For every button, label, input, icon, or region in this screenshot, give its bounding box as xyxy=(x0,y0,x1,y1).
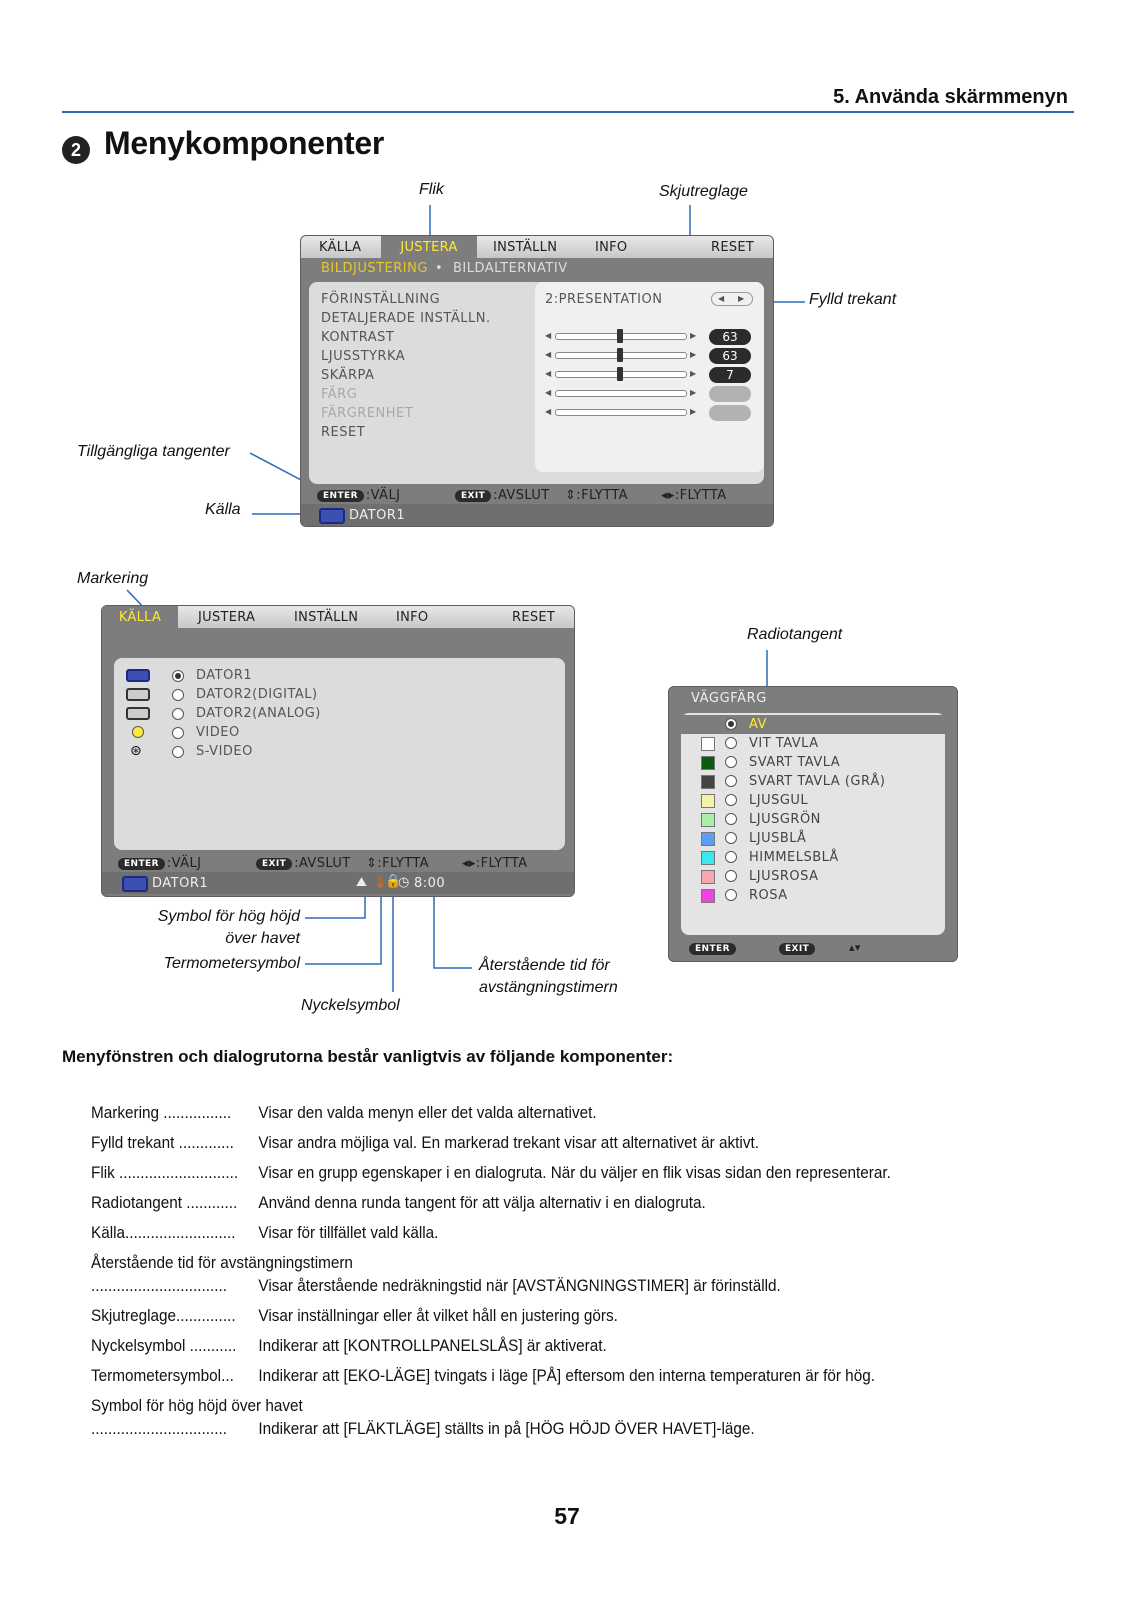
video-jack-icon xyxy=(132,726,144,738)
source-name: DATOR1 xyxy=(349,508,406,523)
definition-description: Indikerar att [EKO-LÄGE] tvingats i läge [PÅ] eftersom den interna temperaturen är för hög. xyxy=(258,1366,875,1385)
computer-source-icon xyxy=(122,876,148,892)
menu-item-forinstallning[interactable]: FÖRINSTÄLLNING xyxy=(321,292,441,307)
wall-color-label: ROSA xyxy=(749,888,788,903)
wall-color-label: SVART TAVLA xyxy=(749,755,841,770)
key-flytta-horizontal: ◂▸:FLYTTA xyxy=(462,856,528,871)
tab-info[interactable]: INFO xyxy=(396,610,429,625)
slider-value: 63 xyxy=(709,348,751,364)
color-swatch xyxy=(701,737,715,751)
computer-icon xyxy=(126,669,150,682)
definition-description: Indikerar att [KONTROLLPANELSLÅS] är aktiverat. xyxy=(258,1336,607,1355)
wall-color-list xyxy=(681,713,945,935)
value-panel xyxy=(535,282,764,472)
tab-reset[interactable]: RESET xyxy=(512,610,556,625)
slider-knob[interactable] xyxy=(617,348,623,362)
wall-color-option[interactable] xyxy=(681,810,945,829)
definition-term: Nyckelsymbol ........... xyxy=(91,1336,237,1355)
slider-value: 7 xyxy=(709,367,751,383)
available-keys xyxy=(669,939,957,959)
wall-color-label: VIT TAVLA xyxy=(749,736,819,751)
menu-item-skarpa[interactable]: SKÄRPA xyxy=(321,368,375,383)
definition-term: Termometersymbol... xyxy=(91,1366,234,1385)
definition-term: Skjutreglage.............. xyxy=(91,1306,236,1325)
subtab-bildjustering[interactable]: BILDJUSTERING xyxy=(321,261,428,276)
slider-left-triangle-icon[interactable]: ◀ xyxy=(545,350,552,359)
radio-button[interactable] xyxy=(725,870,737,882)
callout-termometersymbol: Termometersymbol xyxy=(163,955,300,972)
callout-tillgangliga-tangenter: Tillgängliga tangenter xyxy=(77,443,230,460)
wall-color-label: HIMMELSBLÅ xyxy=(749,850,839,865)
key-lock-icon: 🔒 xyxy=(385,874,402,889)
definition-term: Fylld trekant ............. xyxy=(91,1133,234,1152)
definition-description: Visar andra möjliga val. En markerad trekant visar att alternativet är aktivt. xyxy=(258,1133,759,1152)
menu-item-reset[interactable]: RESET xyxy=(321,425,366,440)
enter-key-icon: ENTER xyxy=(317,490,364,502)
definition-description: Visar inställningar eller åt vilket håll en justering görs. xyxy=(258,1306,618,1325)
key-flytta-vertical: ⇕:FLYTTA xyxy=(366,856,429,871)
wall-color-option[interactable] xyxy=(681,753,945,772)
color-swatch xyxy=(701,870,715,884)
definition-description: Visar den valda menyn eller det valda alternativet. xyxy=(258,1103,597,1122)
page-number: 57 xyxy=(554,1503,580,1529)
callout-hog-hojd-line2: över havet xyxy=(225,930,300,947)
exit-key-icon: EXIT xyxy=(455,490,491,502)
radio-button[interactable] xyxy=(725,756,737,768)
radio-button[interactable] xyxy=(725,775,737,787)
menu-body xyxy=(309,282,764,484)
wall-color-option[interactable] xyxy=(681,886,945,905)
preset-arrows[interactable] xyxy=(711,292,753,306)
tab-info[interactable]: INFO xyxy=(595,240,628,255)
menu-item-fargrenhet: FÄRGRENHET xyxy=(321,406,414,421)
menu-item-farg: FÄRG xyxy=(321,387,358,402)
dialog-title: VÄGGFÄRG xyxy=(691,691,767,706)
enter-key-icon: ENTER xyxy=(689,943,736,955)
off-timer-remaining: 8:00 xyxy=(414,876,446,891)
wall-color-option[interactable] xyxy=(681,715,945,734)
source-dator2-analog[interactable]: DATOR2(ANALOG) xyxy=(196,706,321,721)
exit-key-icon: EXIT xyxy=(256,858,292,870)
source-dator1[interactable]: DATOR1 xyxy=(196,668,253,683)
up-down-arrow-icon: ▴▾ xyxy=(849,941,861,954)
definition-description: Indikerar att [FLÄKTLÄGE] ställts in på [HÖG HÖJD ÖVER HAVET]-läge. xyxy=(258,1419,755,1438)
source-bar xyxy=(301,504,773,526)
definition-term: Flik ............................ xyxy=(91,1163,239,1182)
radio-button[interactable] xyxy=(725,813,737,825)
definition-description: Visar en grupp egenskaper i en dialogruta. När du väljer en flik visas sidan den representerar. xyxy=(258,1163,891,1182)
source-video[interactable]: VIDEO xyxy=(196,725,240,740)
enter-key-icon: ENTER xyxy=(118,858,165,870)
color-swatch xyxy=(701,851,715,865)
slider-left-triangle-icon: ◀ xyxy=(545,407,552,416)
thermometer-icon: 🌡 xyxy=(372,875,390,890)
slider-left-triangle-icon[interactable]: ◀ xyxy=(545,369,552,378)
tab-bar xyxy=(301,236,773,258)
callout-aterstaende-line2: avstängningstimern xyxy=(479,979,618,996)
radio-button[interactable] xyxy=(725,794,737,806)
available-keys xyxy=(102,854,574,874)
slider-value xyxy=(709,405,751,421)
wall-color-label: AV xyxy=(749,717,767,732)
osd-dialog-vaggfarg xyxy=(668,686,958,962)
definition-term: ................................ xyxy=(91,1419,228,1438)
high-altitude-icon: ⛰ xyxy=(356,875,368,890)
vga-port-icon xyxy=(126,707,150,720)
tab-kalla[interactable]: KÄLLA xyxy=(102,606,178,628)
radio-button[interactable] xyxy=(725,832,737,844)
tab-reset[interactable]: RESET xyxy=(711,240,755,255)
slider-right-triangle-icon: ▶ xyxy=(690,407,697,416)
wall-color-option[interactable] xyxy=(681,772,945,791)
chapter-heading: 5. Använda skärmmenyn xyxy=(833,86,1068,108)
osd-menu-kalla xyxy=(101,605,575,897)
radio-dator2-analog[interactable] xyxy=(172,708,184,720)
menu-item-ljusstyrka[interactable]: LJUSSTYRKA xyxy=(321,349,406,364)
wall-color-label: LJUSGUL xyxy=(749,793,809,808)
callout-hog-hojd-line1: Symbol för hög höjd xyxy=(157,908,300,925)
menu-item-kontrast[interactable]: KONTRAST xyxy=(321,330,395,345)
computer-source-icon xyxy=(319,508,345,524)
callout-nyckelsymbol: Nyckelsymbol xyxy=(301,997,400,1014)
radio-button[interactable] xyxy=(725,737,737,749)
definition-term: Symbol för hög höjd över havet xyxy=(91,1396,303,1415)
tab-justera[interactable]: JUSTERA xyxy=(381,236,477,258)
color-swatch xyxy=(701,813,715,827)
tab-justera[interactable]: JUSTERA xyxy=(198,610,256,625)
dvi-port-icon xyxy=(126,688,150,701)
slider-knob[interactable] xyxy=(617,329,623,343)
definition-description: Visar för tillfället vald källa. xyxy=(258,1223,439,1242)
callout-skjutreglage: Skjutreglage xyxy=(659,183,748,200)
radio-button[interactable] xyxy=(725,718,737,730)
key-avslut: :AVSLUT xyxy=(493,488,550,503)
definition-description: Visar återstående nedräkningstid när [AVSTÄNGNINGSTIMER] är förinställd. xyxy=(258,1276,781,1295)
clock-icon: ◷ xyxy=(398,875,410,890)
wall-color-label: LJUSBLÅ xyxy=(749,831,807,846)
tab-installn[interactable]: INSTÄLLN xyxy=(294,610,359,625)
wall-color-option[interactable] xyxy=(681,791,945,810)
wall-color-label: LJUSROSA xyxy=(749,869,819,884)
radio-svideo[interactable] xyxy=(172,746,184,758)
color-swatch xyxy=(701,832,715,846)
wall-color-label: SVART TAVLA (GRÅ) xyxy=(749,774,886,789)
definition-term: ................................ xyxy=(91,1276,228,1295)
slider-left-triangle-icon: ◀ xyxy=(545,388,552,397)
callout-flik: Flik xyxy=(419,181,444,198)
slider-right-triangle-icon[interactable]: ▶ xyxy=(690,369,697,378)
wall-color-label: LJUSGRÖN xyxy=(749,812,821,827)
subtab-separator: • xyxy=(435,261,444,276)
radio-dator1[interactable] xyxy=(172,670,184,682)
radio-video[interactable] xyxy=(172,727,184,739)
tab-installn[interactable]: INSTÄLLN xyxy=(493,240,558,255)
triangle-right-icon[interactable]: ▶ xyxy=(738,294,745,303)
wall-color-option[interactable] xyxy=(681,867,945,886)
tab-bar xyxy=(102,606,574,628)
source-bar xyxy=(102,872,574,894)
available-keys xyxy=(301,486,773,506)
radio-dator2-digital[interactable] xyxy=(172,689,184,701)
slider-value: 63 xyxy=(709,329,751,345)
definition-term: Markering ................ xyxy=(91,1103,232,1122)
slider-value xyxy=(709,386,751,402)
wall-color-option[interactable] xyxy=(681,848,945,867)
callout-kalla: Källa xyxy=(205,501,241,518)
exit-key-icon: EXIT xyxy=(779,943,815,955)
color-swatch xyxy=(701,756,715,770)
slider-right-triangle-icon[interactable]: ▶ xyxy=(690,331,697,340)
slider-track xyxy=(555,409,687,416)
definition-description: Använd denna runda tangent för att välja alternativ i en dialogruta. xyxy=(258,1193,706,1212)
callout-aterstaende-line1: Återstående tid för xyxy=(479,957,610,974)
key-flytta-horizontal: ◂▸:FLYTTA xyxy=(661,488,727,503)
tab-kalla[interactable]: KÄLLA xyxy=(319,240,362,255)
key-valj: :VÄLJ xyxy=(166,856,202,871)
slider-left-triangle-icon[interactable]: ◀ xyxy=(545,331,552,340)
wall-color-option[interactable] xyxy=(681,734,945,753)
menu-item-detaljerade[interactable]: DETALJERADE INSTÄLLN. xyxy=(321,311,491,326)
slider-track xyxy=(555,390,687,397)
svideo-jack-icon: ⊛ xyxy=(130,743,142,759)
wall-color-option[interactable] xyxy=(681,829,945,848)
source-list xyxy=(114,658,565,850)
section-title: Menykomponenter xyxy=(104,125,384,161)
source-svideo[interactable]: S-VIDEO xyxy=(196,744,253,759)
color-swatch xyxy=(701,775,715,789)
callout-fylld-trekant: Fylld trekant xyxy=(809,291,897,308)
intro-heading: Menyfönstren och dialogrutorna består vanligtvis av följande komponenter: xyxy=(62,1047,674,1066)
color-swatch xyxy=(701,794,715,808)
key-flytta-vertical: ⇕:FLYTTA xyxy=(565,488,628,503)
slider-right-triangle-icon: ▶ xyxy=(690,388,697,397)
source-name: DATOR1 xyxy=(152,876,209,891)
preset-value: 2:PRESENTATION xyxy=(545,292,663,307)
subtab-bildalternativ[interactable]: BILDALTERNATIV xyxy=(453,261,568,276)
section-number-badge: 2 xyxy=(62,136,90,164)
osd-menu-justera xyxy=(300,235,774,527)
definition-term: Radiotangent ............ xyxy=(91,1193,238,1212)
definition-term: Återstående tid för avstängningstimern xyxy=(91,1253,353,1272)
color-swatch xyxy=(701,889,715,903)
radio-button[interactable] xyxy=(725,889,737,901)
definition-term: Källa.......................... xyxy=(91,1223,236,1242)
key-valj: :VÄLJ xyxy=(365,488,401,503)
key-avslut: :AVSLUT xyxy=(294,856,351,871)
radio-button[interactable] xyxy=(725,851,737,863)
callout-markering: Markering xyxy=(77,570,149,587)
slider-knob[interactable] xyxy=(617,367,623,381)
source-dator2-digital[interactable]: DATOR2(DIGITAL) xyxy=(196,687,318,702)
slider-right-triangle-icon[interactable]: ▶ xyxy=(690,350,697,359)
triangle-left-icon[interactable]: ◀ xyxy=(718,294,725,303)
callout-radiotangent: Radiotangent xyxy=(747,626,843,643)
